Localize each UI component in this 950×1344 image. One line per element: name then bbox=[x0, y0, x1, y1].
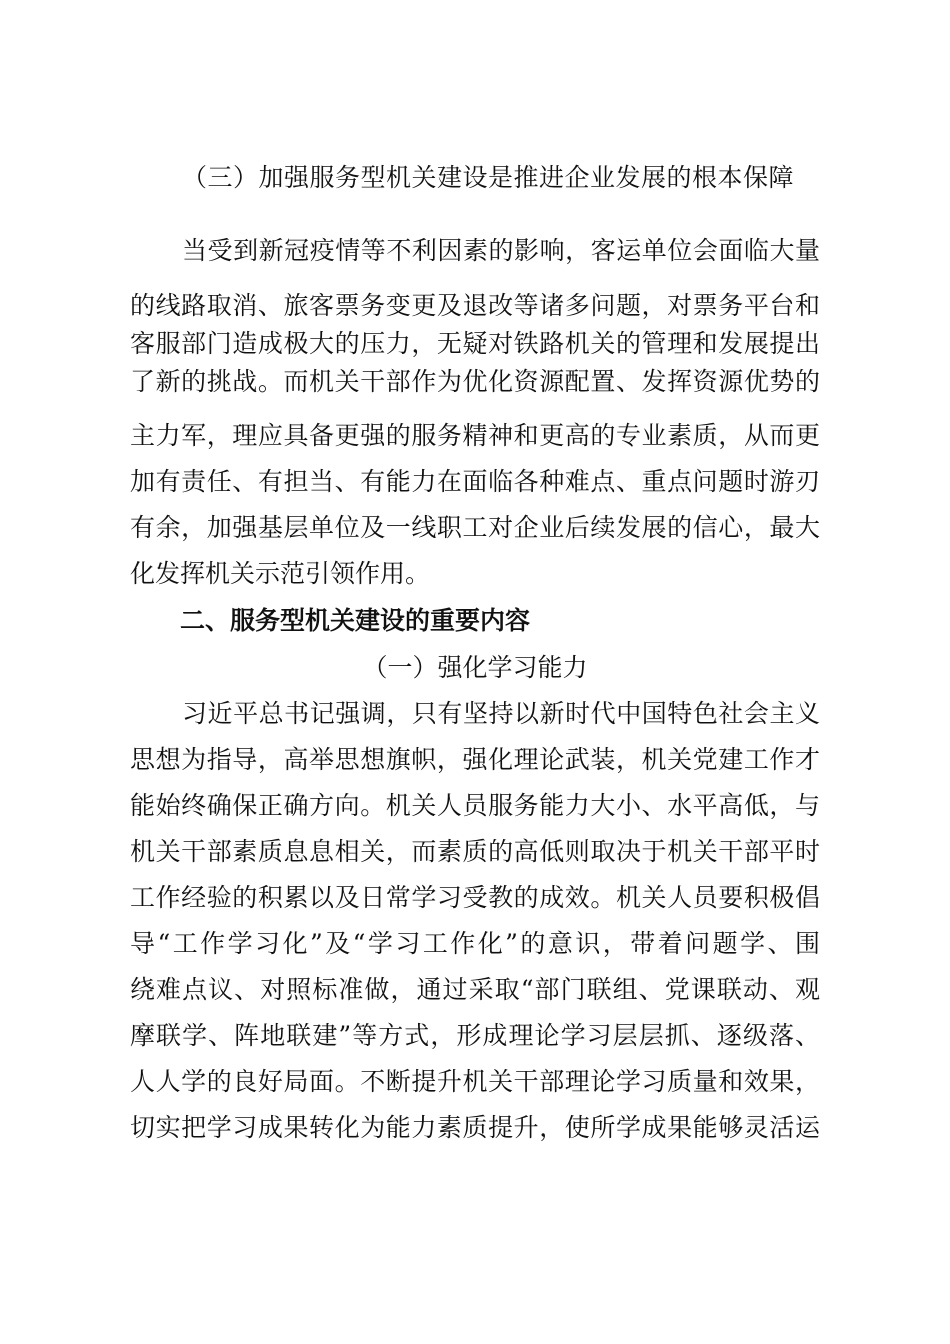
paragraph-line: 工作经验的积累以及日常学习受教的成效。机关人员要积极倡 bbox=[130, 883, 820, 912]
paragraph-line: 思想为指导，高举思想旗帜，强化理论武装，机关党建工作才 bbox=[130, 745, 820, 774]
paragraph-line: 的线路取消、旅客票务变更及退改等诸多问题，对票务平台和 bbox=[130, 291, 820, 320]
paragraph-line: 绕难点议、对照标准做，通过采取“部门联组、党课联动、观 bbox=[130, 975, 820, 1004]
paragraph-line: 人人学的良好局面。不断提升机关干部理论学习质量和效果， bbox=[130, 1067, 820, 1096]
paragraph-line: 能始终确保正确方向。机关人员服务能力大小、水平高低，与 bbox=[130, 791, 820, 820]
paragraph-line: 有余，加强基层单位及一线职工对企业后续发展的信心，最大 bbox=[130, 513, 820, 542]
paragraph-line: 主力军，理应具备更强的服务精神和更高的专业素质，从而更 bbox=[130, 421, 820, 450]
paragraph-line: 切实把学习成果转化为能力素质提升，使所学成果能够灵活运 bbox=[130, 1113, 820, 1142]
paragraph-line: 摩联学、阵地联建”等方式，形成理论学习层层抓、逐级落、 bbox=[130, 1021, 820, 1050]
section-heading: 二、服务型机关建设的重要内容 bbox=[180, 606, 531, 635]
paragraph-line: 客服部门造成极大的压力，无疑对铁路机关的管理和发展提出 bbox=[130, 329, 820, 358]
paragraph-line: 习近平总书记强调，只有坚持以新时代中国特色社会主义 bbox=[182, 699, 820, 728]
paragraph-line: 当受到新冠疫情等不利因素的影响，客运单位会面临大量 bbox=[182, 236, 820, 265]
paragraph-line: 化发挥机关示范引领作用。 bbox=[130, 559, 431, 588]
subheading-strengthen-service-organization: （三）加强服务型机关建设是推进企业发展的根本保障 bbox=[182, 163, 795, 192]
paragraph-line: 加有责任、有担当、有能力在面临各种难点、重点问题时游刃 bbox=[130, 467, 820, 496]
subheading-learning-ability: （一）强化学习能力 bbox=[362, 653, 588, 682]
paragraph-line: 机关干部素质息息相关，而素质的高低则取决于机关干部平时 bbox=[130, 837, 820, 866]
paragraph-line: 导“工作学习化”及“学习工作化”的意识，带着问题学、围 bbox=[130, 929, 820, 958]
paragraph-line: 了新的挑战。而机关干部作为优化资源配置、发挥资源优势的 bbox=[130, 367, 820, 396]
